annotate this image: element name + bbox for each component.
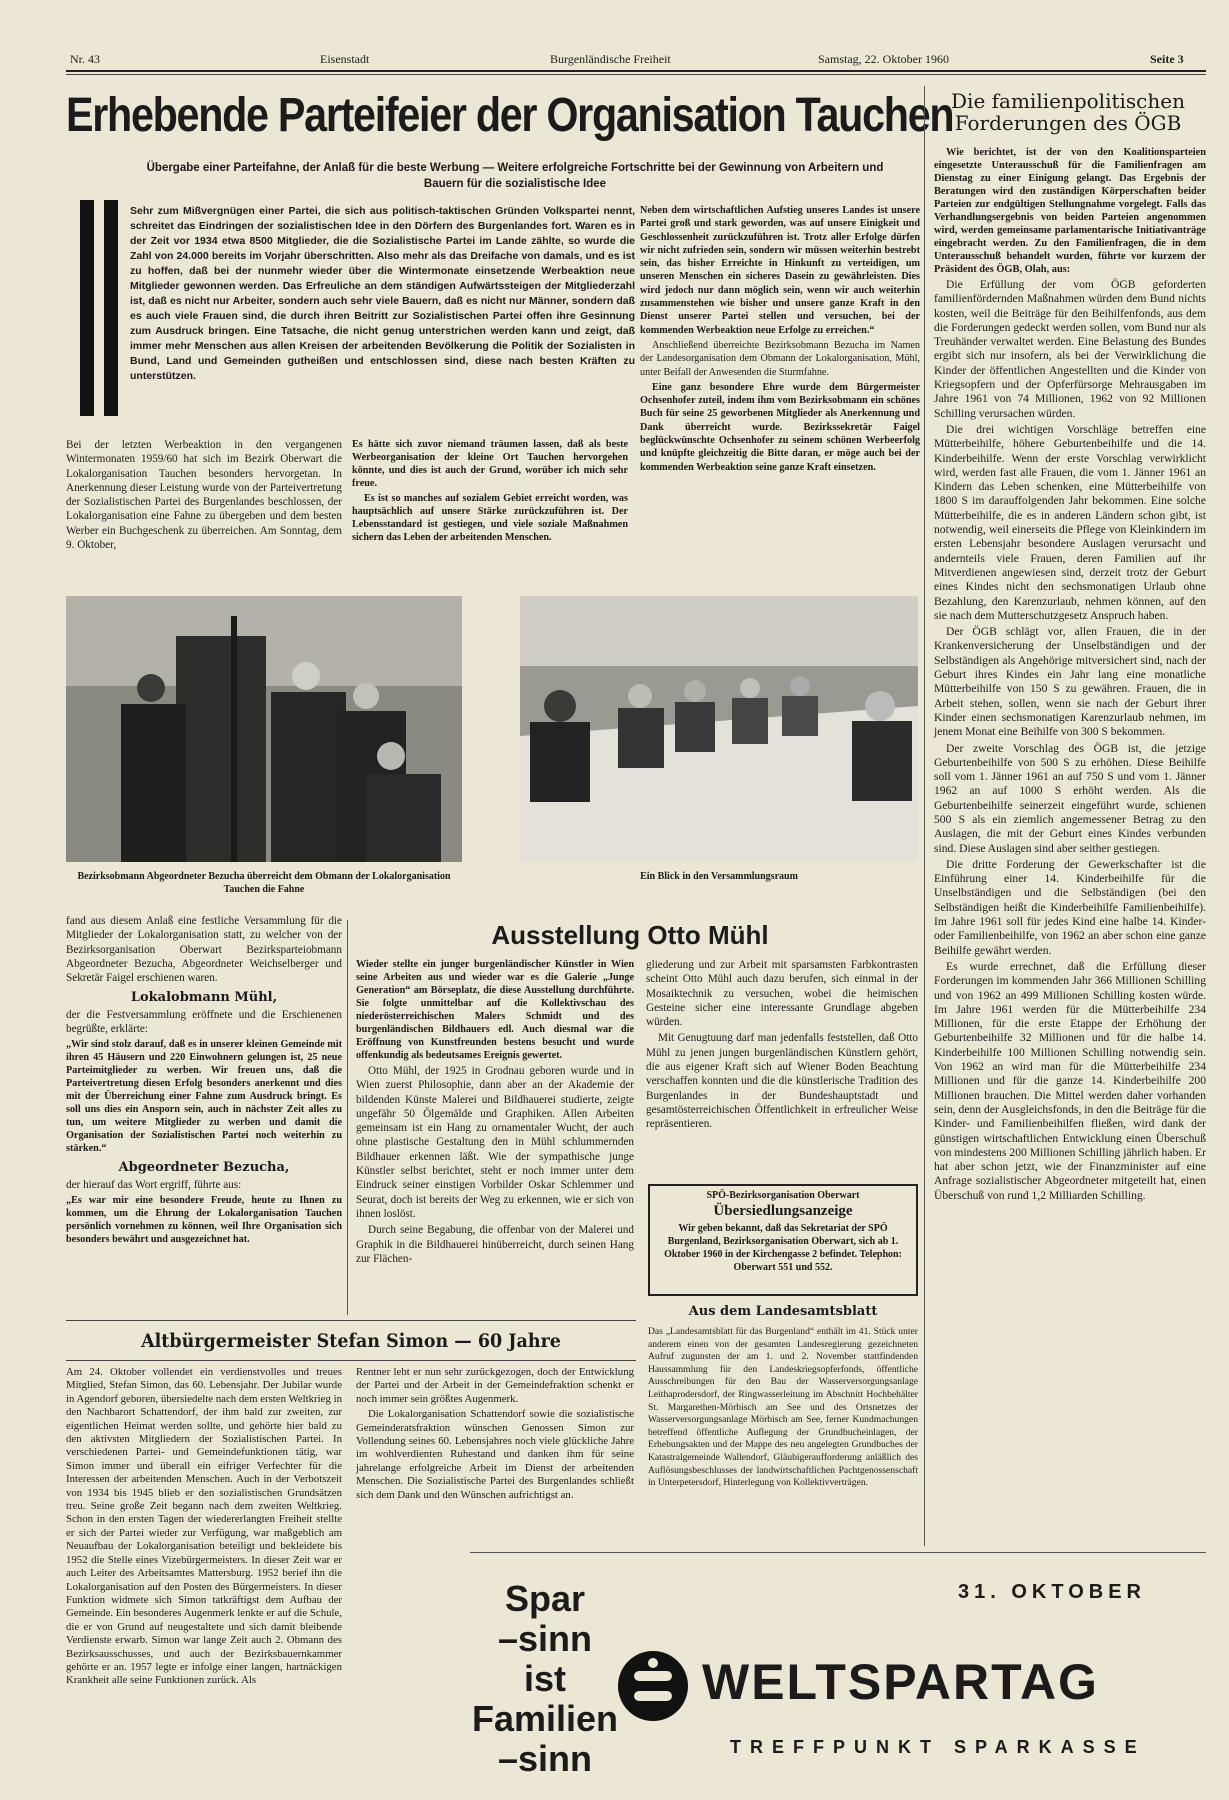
lead-continuation: fand aus diesem Anlaß eine festliche Versammlung für die Mitglieder der Lokalorganisation statt, zu welcher von der Bezirksorganisation Oberwart Bezirksparteiobmann Abgeordneter Bezucha, Abgeordneter Weichselberger und Sekretär Faigel erschienen waren. Lokalobmann Mühl, der die Festversammlung eröffnete und die Erschienenen begrüßte, erklärte: „Wir sind stolz darauf, daß es in unserer kleinen Gemeinde mit ihren 45 Häusern und 220 Einwohnern gelungen ist, 25 neue Parteimitglieder zu werben. Wir freuen uns, daß die Parteivertretung diesen Erfolg besonders anerkennt und dies mit der Überreichung einer Fahne zum Ausdruck bringt. Es soll uns dies ein Ansporn sein, auch in nächster Zeit alles zu tun, um weitere Mitglieder zu werben und damit die Organisation der Sozialistischen Partei noch weiterhin zu stärken.“ Abgeordneter Bezucha, der hierauf das Wort ergriff, führte aus: „Es war mir eine besondere Freude, heute zu Ihnen zu kommen, um die Ehrung der Lokalorganisation Tauchen persönlich vornehmen zu können, weil Ihre Organisation sich besonders bewährt und ausgezeichnet hat.	[66, 915, 342, 1245]
muehl-title: Ausstellung Otto Mühl	[491, 920, 769, 950]
amtsblatt-title: Aus dem Landesamtsblatt	[688, 1304, 878, 1319]
header-page: Seite 3	[1150, 52, 1184, 66]
photo-flag-handover	[66, 596, 462, 862]
lead-body-left: Bei der letzten Werbeaktion in den vergangenen Wintermonaten 1959/60 hat sich im Bezirk Oberwart die Lokalorganisation Tauchen besonders hervorgetan. In Anerkennung dieser Leistung wurde von der Parteivertretung der Sozialistischen Partei des Burgenlandes beschlossen, der Lokalorganisation eine Fahne zu übergeben und dem besten Werber ein Buchgeschenk zu überreichen. Am Sonntag, dem 9. Oktober,	[66, 439, 342, 552]
photo2-caption: Ein Blick in den Versammlungsraum	[640, 871, 798, 882]
relocation-notice: SPÖ-Bezirksorganisation Oberwart Übersiedlungsanzeige Wir geben bekannt, daß das Sekretariat der SPÖ Burgenland, Bezirksorganisation Oberwart, sich ab 1. Oktober 1960 in der Kirchengasse 2 befindet. Telephon: Oberwart 551 und 552.	[648, 1184, 918, 1296]
lead-right-column: Neben dem wirtschaftlichen Aufstieg unseres Landes ist unsere Partei groß und stark geworden, was auf unsere Einigkeit und Geschlossenheit zurückzuführen ist. Trotz aller Erfolge dürfen wir nicht zufrieden sein, sondern wir müssen weiterhin bestrebt sein, das bisher Erreichte in Hinkunft zu verteidigen, um unseren Menschen ein sicheres Dasein zu gewährleisten. Dies wird jedoch nur dann möglich sein, wenn wir auch weiterhin zusammenstehen wie bisher und unsere ganze Kraft in den Dienst unserer Partei stellen und versuchen, bei der kommenden Werbeaktion neue Erfolge zu erreichen.“ Anschließend überreichte Bezirksobmann Bezucha im Namen der Landesorganisation dem Obmann der Lokalorganisation, Mühl, unter Beifall der Anwesenden die Sturmfahne. Eine ganz besondere Ehre wurde dem Bürgermeister Ochsenhofer zuteil, indem ihm vom Bezirksobmann ein schönes Buch für seine 25 geworbenen Mitglieder als Anerkennung und Dank überreicht wurde. Bezirkssekretär Faigel beglückwünschte Ochsenhofer zu seinem schönen Werbeerfolg und knüpfte gleichzeitig die Bitte daran, er möge auch bei der kommenden Werbeaktion seine ganze Kraft einsetzen.	[640, 205, 920, 473]
header-city: Eisenstadt	[320, 52, 370, 66]
sidebar-title: Die familienpolitischen Forderungen des ÖGB	[951, 89, 1185, 135]
issue-number: Nr. 43	[70, 52, 100, 66]
ad-slogan: Spar –sinn ist Familien –sinn	[471, 1578, 619, 1779]
sidebar-body: Wie berichtet, ist der von den Koalitionsparteien eingesetzte Unterausschuß für die Familienfragen am Dienstag zu einer Einigung gelangt. Das Ergebnis der Beratungen wird den zuständigen Körperschaften beider Parteien zur endgültigen Stellungnahme vorgelegt. Falls das Verhandlungsergebnis von beiden Parteien angenommen wird, werden gemeinsame parlamentarische Initiativanträge eingebracht werden. Zu den Familienfragen, die in dem Unterausschuß behandelt wurden, führte vor kurzem der Präsident des ÖGB, Olah, aus: Die Erfüllung der vom ÖGB geforderten familienfördernden Maßnahmen würden dem Bund nichts kosten, weil die Beiträge für den Beihilfenfonds, aus dem die Forderungen gedeckt werden sollen, vom Bund nur als Treuhänder verwaltet werden. Eine Belastung des Bundes ergibt sich nur insofern, als bei der Verwirklichung die Kinder der öffentlichen Angestellten und die Kinder von Kriegsopfern und der Opferfürsorge Mehrausgaben im Jahre 1961 von 74 Millionen, 1962 von 92 Millionen Schilling verursachen würden. Die drei wichtigen Vorschläge betreffen eine Mütterbeihilfe, höhere Geburtenbeihilfe und die 14. Kinderbeihilfe. Wenn der erste Vorschlag verwirklicht wird, werden fast alle Frauen, die vom 1. Jänner 1961 an Kindern das Leben schenken, eine Mütterbeihilfe von 1800 S im darauffolgenden Jahr bekommen. Eine solche Mütterbeihilfe, die es in anderen Ländern schon gibt, ist notwendig, weil einerseits die Pflege von Kleinkindern im ersten Lebensjahr besondere Auslagen verursacht und andernteils viele Frauen, deren Familien auf ihr Mitverdienen angewiesen sind, derzeit trotz der Geburt eines Kindes nicht den sechsmonatigen Urlaub ohne Bezahlung, den Karenzurlaub, nehmen können, auf den sie nach dem Mutterschutzgesetz Anspruch haben. Der ÖGB schlägt vor, allen Frauen, die in der Krankenversicherung der Unselbständigen und der Selbständigen als Angehörige mitversichert sind, nach der Geburt ihres Kindes ein Jahr lang eine monatliche Mütterbeihilfe von 150 S zu gewähren. Frauen, die in Arbeit stehen, sollen, wenn sie nach der Geburt ihrer Kinder einen sechsmonatigen Karenzurlaub nehmen, im jenem Monat eine Beihilfe von 300 S bekommen. Der zweite Vorschlag des ÖGB ist, die jetzige Geburtenbeihilfe von 500 S zu erhöhen. Diese Beihilfe soll vom 1. Jänner 1961 an auf 750 S und vom 1. Jänner 1962 an auf 1000 S erhöht werden. Als die Geburtenbeihilfe seinerzeit eingeführt wurde, schienen 500 S als ein ziemlich angemessener Betrag zu den Auslagen, die mit der Geburt eines Kindes verbunden sind. Diese Auslagen sind aber seither gestiegen. Die dritte Forderung der Gewerkschafter ist die Einführung einer 14. Kinderbeihilfe für die Unselbständigen und die Selbständigen (bei den Selbständigen heißt die Kinderbeihilfe Familienbeihilfe). Im Jahre 1961 soll für jedes Kind eine halbe 14. Kinder- oder Familienbeihilfe, von 1962 an aber schon eine ganze Beihilfe gewährt werden. Es wurde errechnet, daß die Erfüllung dieser Forderungen im kommenden Jahr 366 Millionen Schilling und von 1962 an 499 Millionen Schilling kosten würde. Im Jahre 1961 werden für die Mütterbeihilfe 234 Millionen, für die erste Etappe der Erhöhung der Geburtenbeihilfe 32 Millionen und für die halbe 14. Kinderbeihilfe 100 Millionen Schilling notwendig sein. Von 1962 an wird man für die Mütterbeihilfe 234 Millionen und für die ganze 14. Kinderbeihilfe 200 Millionen brauchen. Die Mittel werden daher vorhanden sein, denn der Ausgleichsfonds, in den die Beiträge für die Kinder- und Familienbeihilfen fließen, wird dank der günstigen wirtschaftlichen Entwicklung einen Überschuß von mindestens 200 Millionen Schilling jährlich haben. Er hat aber schon jetzt, wie der Finanzminister auf eine Anfrage sozialistischer Abgeordneter mitgeteilt hat, einen Überschuß von rund 1,2 Milliarden Schilling.	[934, 147, 1206, 1202]
muehl-col-2: gliederung und zur Arbeit mit sparsamsten Farbkontrasten scheint Otto Mühl auch dazu berufen, sich einmal in der Mosaiktechnik zu versuchen, wobei die heimischen Gesteine sicher eine interessante Grundlage abgeben würden. Mit Genugtuung darf man jedenfalls feststellen, daß Otto Mühl zu jenen jungen burgenländischen Künstlern gehört, die aus eigener Kraft sich auf Wiener Boden Beachtung verschaffen konnten und die die künstlerische Tradition des Burgenlandes in der Bundeshauptstadt und gesamtösterreichischen Öffentlichkeit in erfreulicher Weise repräsentieren.	[646, 959, 918, 1131]
ad-date: 31. OKTOBER	[958, 1581, 1146, 1603]
sparkasse-s-logo-icon	[618, 1651, 688, 1721]
header-paper: Burgenländische Freiheit	[550, 52, 671, 66]
header-date: Samstag, 22. Oktober 1960	[818, 52, 949, 66]
simon-col-1: Am 24. Oktober vollendet ein verdienstvolles und treues Mitglied, Stefan Simon, das 60. Lebensjahr. Der Jubilar wurde in Agendorf geboren, übersiedelte nach dem ersten Weltkrieg in den Nachbarort Schattendorf, der ihm bald zur zweiten, zur eigentlichen Heimat werden sollte, und gehörte hier bald zu den aktivsten Mitgliedern der Sozialistischen Partei. In verschiedenen Partei- und Gemeindefunktionen tätig, war Simon immer und überall ein eifriger Verfechter für die Interessen der arbeitenden Menschen. Auch in der Verbotszeit von 1934 bis 1945 blieb er den sozialistischen Grundsätzen treu. Seine große Zeit begann nach dem zweiten Weltkrieg. Schon in den ersten Tagen der wiedererlangten Freiheit stellte er sich der Partei wieder zur Verfügung, war maßgeblich am Neuaufbau der Lokalorganisation beteiligt und bekleidete bis 1952 die Stelle eines Vizebürgermeisters. In dieser Zeit war er auch Leiter des Arbeitsamtes Mattersburg. 1952 berief ihn die Lokalorganisation auf den Posten des Bürgermeisters. In dieser Funktion widmete sich Simon tatkräftigst dem Aufbau der Gemeinde. Ein besonderes Augenmerk lenkte er auf die Schule, die er von Grund auf neugestaltete und sich damit bleibende Verdienste erwarb. Simon war lange Zeit auch 2. Obmann des Bezirksausschusses, und auch der Bezirksbauernkammer gehörte er an. 1957 legte er infolge einer langen, hartnäckigen Krankheit alle seine Funktionen zurück. Als	[66, 1366, 342, 1687]
lead-paragraph: Sehr zum Mißvergnügen einer Partei, die sich aus politisch-taktischen Gründen Volkspartei nennt, schreitet das Eindringen der sozialistischen Idee in den Dörfern des Burgenlandes fort. Waren es in der Zeit vor 1934 etwa 8500 Mitglieder, die die Sozialistische Partei im Lande zählte, so wurde die Zahl von 24.000 bereits im Vorjahr überschritten. Also mehr als das Dreifache von damals, und es ist zu hoffen, daß bei der nunmehr wieder über die Wintermonate einsetzende Werbeaktion neue Mitglieder gewonnen werden. Das Erfreuliche an dem ständigen Aufwärtssteigen der Mitgliederzahl ist, daß es nicht nur Arbeiter, sondern auch sehr viele Bauern, daß es nicht nur Männer, sondern daß es auch viele Frauen sind, die durch ihren Beitritt zur Sozialistischen Partei offen ihre Gesinnung zum Ausdruck bringen. Eine Tatsache, die nicht genug unterstrichen werden kann und zeigt, daß immer mehr Menschen aus allen Kreisen der arbeitenden Bevölkerung die Politik der Sozialisten in Bund, Land und Gemeinden gutheißen und entschlossen sind, diese nach besten Kräften zu unterstützen.	[130, 205, 635, 382]
lead-subheadline: Übergabe einer Parteifahne, der Anlaß für die beste Werbung — Weitere erfolgreiche Fortschritte bei der Gewinnung von Arbeitern und Bauern für die sozialistische Idee	[146, 162, 884, 190]
lead-body-mid: Es hätte sich zuvor niemand träumen lassen, daß als beste Werbeorganisation der kleine Ort Tauchen hervorgehen könnte, und dies ist auch der Grund, worüber ich mich sehr freue. Es ist so manches auf sozialem Gebiet erreicht worden, was hauptsächlich auf unsere Stärke zurückzuführen ist. Der Lebensstandard ist gestiegen, und viele soziale Maßnahmen sichern das Leben der arbeitenden Menschen.	[352, 439, 628, 543]
simon-col-2: Rentner lebt er nun sehr zurückgezogen, doch der Entwicklung der Partei und der Arbeit in der Gemeindefraktion schenkt er noch immer sein größtes Augenmerk. Die Lokalorganisation Schattendorf sowie die sozialistische Gemeinderatsfraktion wünschen Genossen Simon zur Vollendung seines 60. Lebensjahres noch viele glückliche Jahre im wohlverdienten Ruhestand und danken ihm für seine jahrelange erfolgreiche Arbeit im Dienst der arbeitenden Menschen. Die Sozialistische Partei des Burgenlandes schließt sich dem Dank und den Wünschen aufrichtigst an.	[356, 1366, 634, 1501]
header-rule-thin	[66, 74, 1206, 75]
photo1-caption: Bezirksobmann Abgeordneter Bezucha überreicht dem Obmann der Lokalorganisation Tauchen die Fahne	[77, 871, 451, 895]
lead-headline: Erhebende Parteifeier der Organisation Tauchen	[66, 89, 954, 142]
ad-tagline: TREFFPUNKT SPARKASSE	[730, 1737, 1146, 1757]
weltspartag-ad	[470, 1552, 1206, 1795]
page-header	[70, 50, 1205, 70]
amtsblatt-text: Das „Landesamtsblatt für das Burgenland“ enthält im 41. Stück unter anderem einen von der gesamten Landesregierung gezeichneten Aufruf zugunsten der am 1. und 2. November stattfindenden Haussammlung für den Landeskriegsopferfonds, öffentliche Ausschreibungen für den Bau der Wasserversorgungsanlage Leithaprodersdorf, der Ringwasserleitung im Abschnitt Hochbehälter St. Margarethen-Mörbisch am See und des Ortsnetzes der Wasserversorgungsanlage Mörbisch am See, ferner Kundmachungen betreffend öffentliche Auflegung der Grundbucheinlagen, der Erhebungsakten und der Mappe des neu angelegten Grundbuches der Katastralgemeinde Wallendorf, Gläubigeraufforderung anläßlich des Auflösungsbeschlusses der landwirtschaftlichen Pachtgenossenschaft in Unterpetersdorf, Hinterlegung von Kollektivverträgen.	[648, 1326, 918, 1489]
header-rule	[66, 70, 1206, 72]
simon-title: Altbürgermeister Stefan Simon — 60 Jahre	[141, 1330, 561, 1352]
muehl-col-1: Wieder stellte ein junger burgenländischer Künstler in Wien seine Arbeiten aus und wieder war es die Galerie „Junge Generation“ am Börseplatz, die diese Ausstellung durchführte. Sie folgte unmittelbar auf die Kollektivschau des niederösterreichischen Malers Schmidt und des burgenländischen Bildhauers edl. Auch diesmal war die Eröffnung von Kunstfreunden bestens besucht und wurde offenkundig als bedeutsames Ereignis gewertet. Otto Mühl, der 1925 in Grodnau geboren wurde und in Wien zuerst Philosophie, dann aber an der Akademie der bildenden Künste Malerei und Bildhauerei studierte, zeigte ungefähr 50 Ölgemälde und Graphiken. Allen Arbeiten gemeinsam ist ein Hang zu ornamentaler Wucht, der auch ohne plastische Gestaltung den in Mühl schlummernden Bildhauer erkennen läßt. Wie der sympathische junge Künstler selbst berichtet, steht er noch immer unter dem Eindruck seiner einstigen Vorbilder Oskar Schlemmer und Seurat, doch ist bereits der Weg zu erkennen, wie er sich von ihnen loslöst. Durch seine Begabung, die offenbar von der Malerei und Graphik in die Bildhauerei hinüberreicht, durch seinen Hang zur Flächen-	[356, 959, 634, 1265]
initial-letter	[80, 200, 124, 416]
ad-brand: WELTSPARTAG	[702, 1654, 1099, 1710]
photo-assembly-room	[520, 596, 918, 862]
